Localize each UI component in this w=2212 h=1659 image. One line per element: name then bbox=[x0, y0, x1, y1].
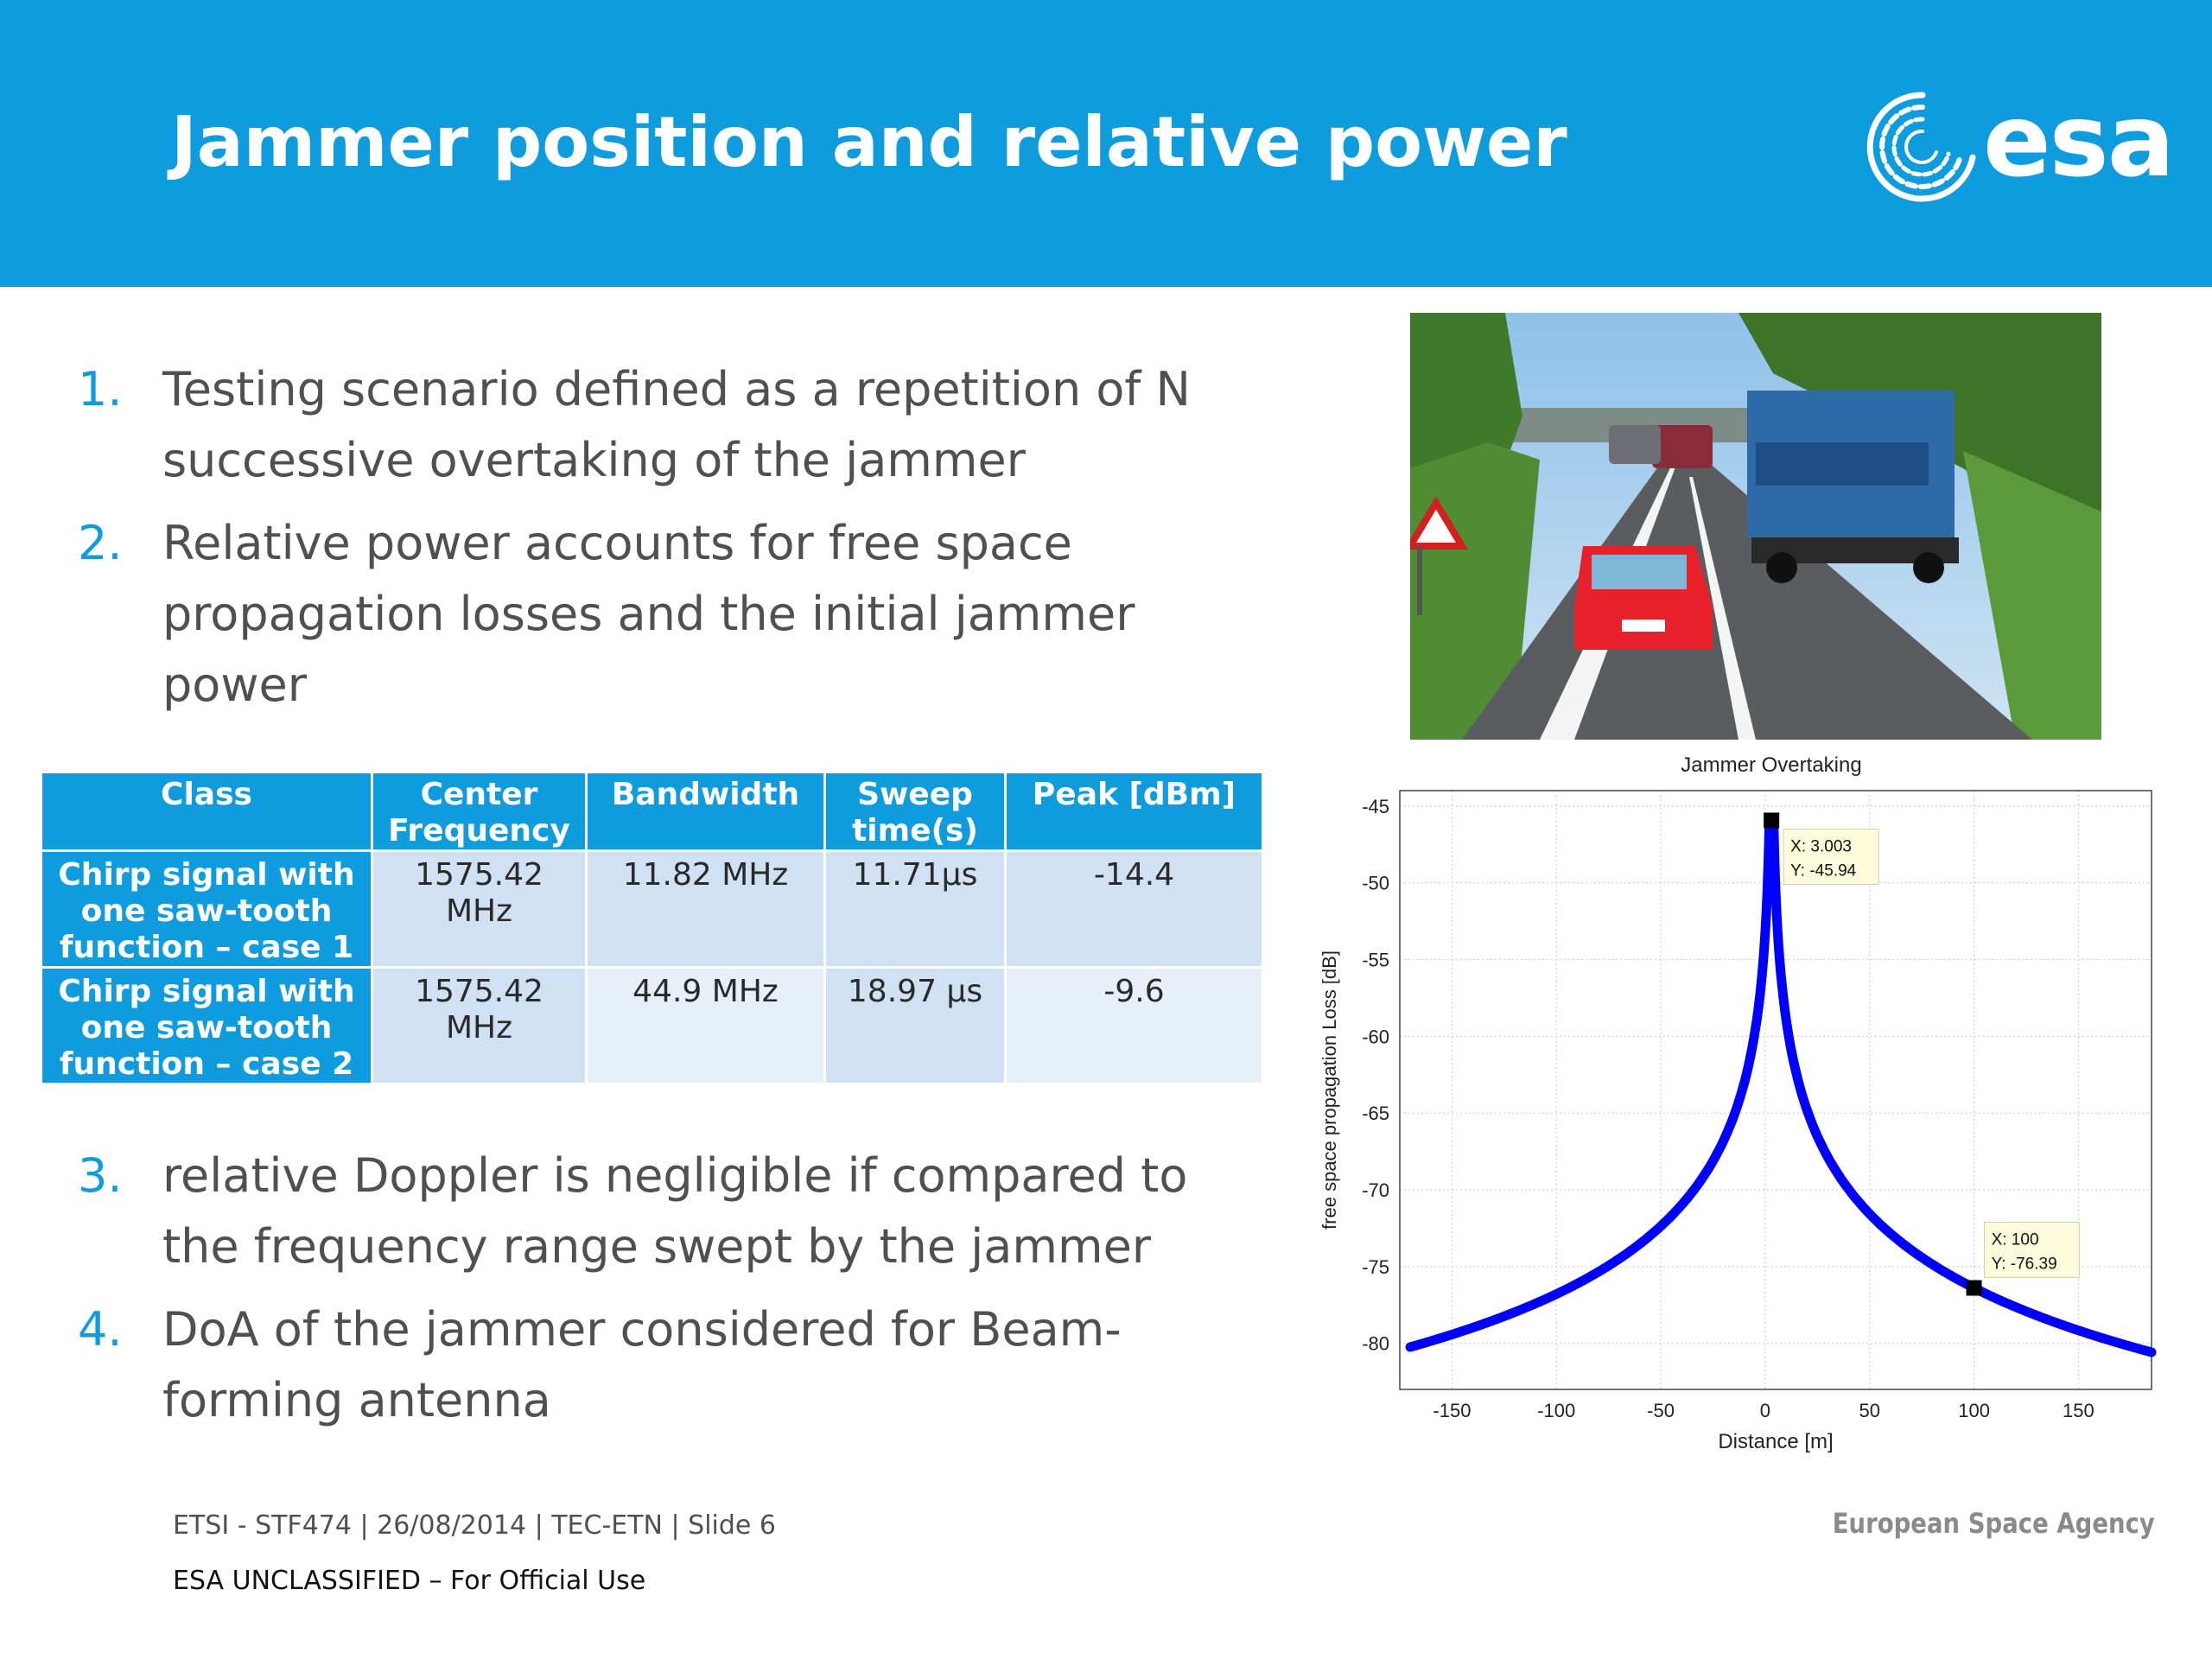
chart-x-tick-label: 0 bbox=[1759, 1400, 1771, 1421]
chart-y-tick-label: -80 bbox=[1362, 1332, 1389, 1355]
table-cell-class: Chirp signal with one saw-tooth function – case 2 bbox=[42, 969, 371, 1083]
bullet-text: Relative power accounts for free space propagation losses and the initial jammer power bbox=[162, 516, 1135, 712]
slide-footer-info: ETSI - STF474 | 26/08/2014 | TEC-ETN | Slide 6 bbox=[173, 1510, 777, 1541]
chart-title: Jammer Overtaking bbox=[1681, 753, 1862, 777]
chart-datatip-y: Y: -76.39 bbox=[1991, 1255, 2057, 1274]
esa-logo bbox=[1862, 83, 2173, 207]
table-header-cell: Center Frequency bbox=[373, 773, 585, 849]
chart-annotations bbox=[1764, 812, 2079, 1295]
bullet-text: relative Doppler is negligible if compared to the frequency range swept by the jammer bbox=[162, 1148, 1188, 1274]
bullet-item bbox=[78, 1141, 1279, 1282]
slide-classification: ESA UNCLASSIFIED – For Official Use bbox=[173, 1566, 646, 1596]
table-cell: 44.9 MHz bbox=[588, 969, 823, 1083]
chart-y-tick-label: -60 bbox=[1362, 1026, 1389, 1048]
chart-datatip-y: Y: -45.94 bbox=[1790, 861, 1857, 880]
table-cell: 18.97 μs bbox=[826, 969, 1004, 1083]
chart-y-tick-label: -70 bbox=[1362, 1179, 1389, 1201]
chart-y-tick-label: -45 bbox=[1362, 795, 1389, 817]
table-header-cell: Sweep time(s) bbox=[826, 773, 1004, 849]
bullet-number: 4. bbox=[78, 1302, 123, 1357]
jammer-class-table bbox=[40, 771, 1264, 1085]
table-cell: 11.71μs bbox=[826, 852, 1004, 966]
bullet-text: Testing scenario defined as a repetition of N successive overtaking of the jammer bbox=[162, 362, 1191, 487]
jammer-overtaking-chart bbox=[1313, 752, 2160, 1460]
esa-logo-text: esa bbox=[1983, 83, 2173, 200]
chart-x-tick-label: 50 bbox=[1859, 1400, 1880, 1421]
table-row bbox=[42, 852, 1262, 966]
table-cell: 1575.42 MHz bbox=[373, 969, 585, 1083]
road-overtaking-photo bbox=[1410, 313, 2101, 740]
chart-x-tick-label: -100 bbox=[1537, 1400, 1576, 1421]
chart-y-tick-label: -75 bbox=[1362, 1255, 1389, 1278]
chart-y-tick-label: -55 bbox=[1362, 949, 1389, 971]
chart-x-tick-label: 150 bbox=[2063, 1400, 2094, 1421]
chart-datatip-marker bbox=[1967, 1281, 1982, 1296]
table-header-cell: Bandwidth bbox=[588, 773, 823, 849]
table-header-cell: Class bbox=[42, 773, 371, 849]
chart-y-axis-label: free space propagation Loss [dB] bbox=[1319, 950, 1340, 1230]
table-header-cell: Peak [dBm] bbox=[1007, 773, 1262, 849]
chart-x-tick-label: -150 bbox=[1433, 1400, 1471, 1421]
table-cell: 1575.42 MHz bbox=[373, 852, 585, 966]
table-cell: -9.6 bbox=[1007, 969, 1262, 1083]
chart-x-ticks bbox=[1433, 1400, 2094, 1421]
bullet-text: DoA of the jammer considered for Beam-forming antenna bbox=[162, 1302, 1122, 1427]
bullet-item bbox=[78, 1294, 1279, 1436]
bullet-number: 2. bbox=[78, 516, 123, 570]
table-header-row bbox=[42, 773, 1262, 849]
chart-datatip-x: X: 100 bbox=[1991, 1230, 2039, 1249]
esa-logo-icon bbox=[1862, 86, 1983, 207]
slide-title: Jammer position and relative power bbox=[171, 102, 1567, 182]
chart-datatip-x: X: 3.003 bbox=[1790, 837, 1852, 856]
chart-y-tick-label: -65 bbox=[1362, 1103, 1389, 1125]
table-cell-class: Chirp signal with one saw-tooth function – case 1 bbox=[42, 852, 371, 966]
agency-name: European Space Agency bbox=[1832, 1507, 2155, 1540]
chart-datatip-marker bbox=[1764, 812, 1779, 828]
chart-x-axis-label: Distance [m] bbox=[1718, 1430, 1834, 1453]
bullet-item bbox=[78, 508, 1279, 721]
bullet-number: 1. bbox=[78, 362, 123, 416]
chart-x-tick-label: -50 bbox=[1647, 1400, 1675, 1421]
chart-y-ticks bbox=[1362, 796, 1389, 1355]
table-cell: -14.4 bbox=[1007, 852, 1262, 966]
bullet-number: 3. bbox=[78, 1148, 123, 1203]
table-row bbox=[42, 969, 1262, 1083]
table-cell: 11.82 MHz bbox=[588, 852, 823, 966]
chart-y-tick-label: -50 bbox=[1362, 872, 1389, 894]
bullet-list-bottom bbox=[78, 1141, 1279, 1448]
chart-x-tick-label: 100 bbox=[1958, 1400, 1990, 1421]
bullet-list-top bbox=[78, 354, 1279, 733]
bullet-item bbox=[78, 354, 1279, 496]
slide-header bbox=[0, 0, 2212, 287]
